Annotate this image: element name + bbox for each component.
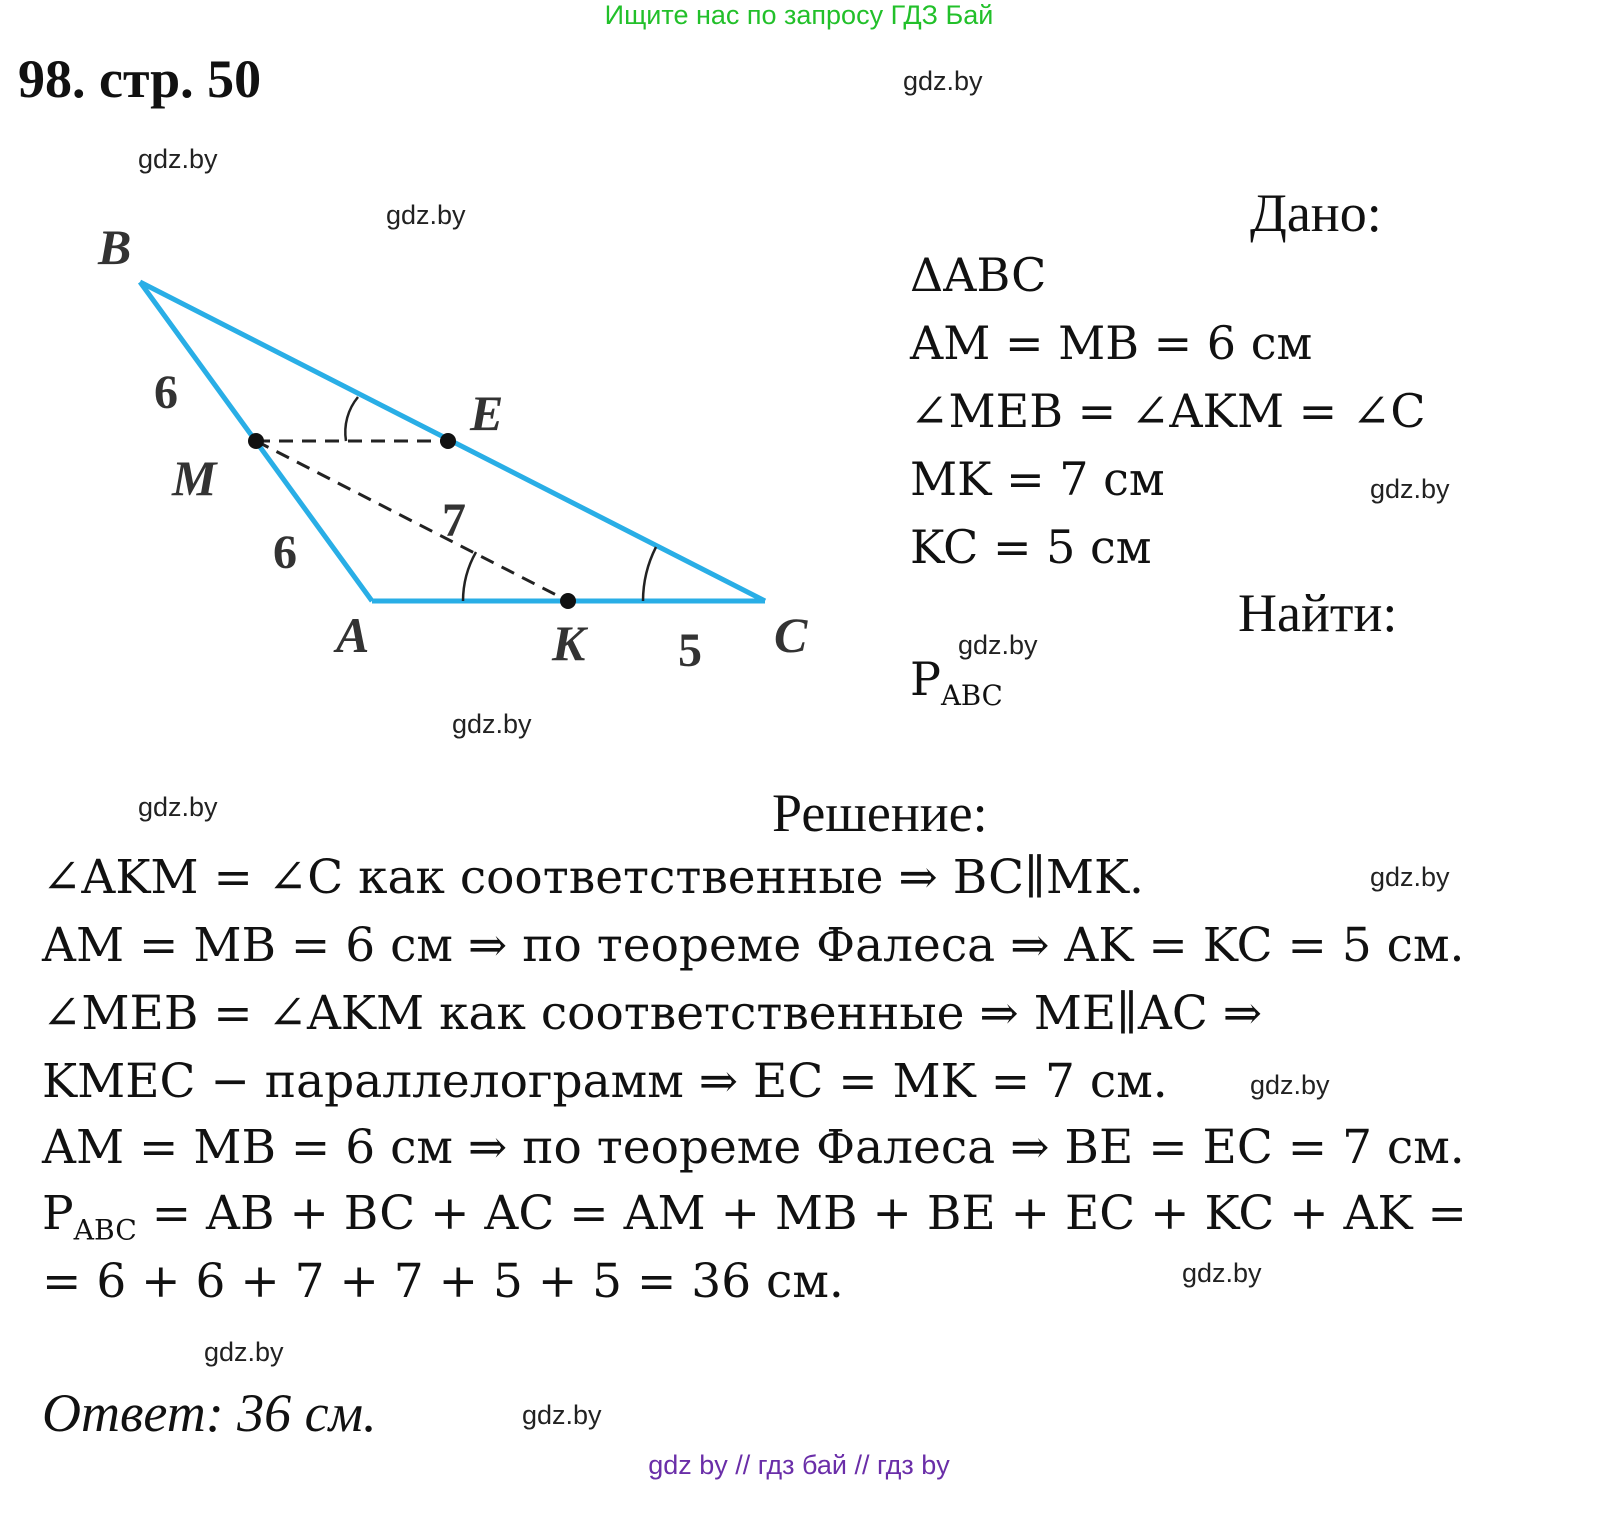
- watermark: gdz.by: [452, 709, 532, 739]
- label-e: E: [470, 385, 504, 441]
- find-target: [910, 652, 1003, 712]
- solution-line: ∠AKM = ∠C как соответственные ⇒ BC∥MK.: [42, 850, 1144, 905]
- length-ma: 6: [273, 526, 297, 579]
- watermark: gdz.by: [204, 1337, 284, 1367]
- angle-arc-c: [643, 547, 656, 601]
- watermark: gdz.by: [1370, 474, 1450, 504]
- solution-line: AM = MB = 6 см ⇒ по теореме Фалеса ⇒ AK = KC = 5 см.: [42, 918, 1465, 973]
- length-kc: 5: [678, 624, 702, 677]
- length-mk: 7: [442, 494, 466, 547]
- perimeter-p: P: [42, 1186, 74, 1241]
- watermark: gdz.by: [138, 144, 218, 174]
- perimeter-sub: ABC: [73, 1213, 137, 1247]
- watermark: gdz.by: [522, 1400, 602, 1430]
- angle-arc-meb: [345, 397, 358, 441]
- angle-arc-akm: [463, 552, 476, 601]
- perimeter-line: [42, 1186, 1467, 1246]
- answer: Ответ: 36 см.: [42, 1383, 377, 1443]
- footer-links[interactable]: gdz by // гдз бай // гдз by: [648, 1450, 950, 1480]
- label-b: B: [98, 219, 132, 275]
- label-m: M: [172, 450, 217, 506]
- find-sub: ABC: [940, 679, 1003, 713]
- search-banner: Ищите нас по запросу ГДЗ Бай: [604, 0, 994, 30]
- watermark: gdz.by: [1182, 1258, 1262, 1288]
- length-bm: 6: [154, 366, 178, 419]
- label-k: K: [552, 615, 586, 671]
- label-a: A: [336, 607, 370, 663]
- solution-line: KMEC − параллелограмм ⇒ EC = MK = 7 см.: [42, 1054, 1168, 1109]
- solution-line: AM = MB = 6 см ⇒ по теореме Фалеса ⇒ BE = EC = 7 см.: [42, 1120, 1465, 1175]
- watermark: gdz.by: [903, 66, 983, 96]
- watermark: gdz.by: [958, 630, 1038, 660]
- point-m: [248, 433, 264, 449]
- solution-heading: Решение:: [772, 783, 988, 843]
- perimeter-result: = 6 + 6 + 7 + 7 + 5 + 5 = 36 см.: [42, 1254, 844, 1309]
- perimeter-expression: = AB + BC + AC = AM + MB + BE + EC + KC + AK =: [136, 1186, 1467, 1241]
- given-line: ∠MEB = ∠AKM = ∠C: [910, 384, 1426, 438]
- find-p: P: [910, 652, 941, 706]
- point-k: [560, 593, 576, 609]
- triangle-figure: [0, 0, 860, 720]
- problem-title: 98. стр. 50: [18, 49, 262, 109]
- watermark: gdz.by: [1370, 862, 1450, 892]
- watermark: gdz.by: [1250, 1070, 1330, 1100]
- given-heading: Дано:: [1250, 183, 1382, 243]
- segment-mk: [256, 441, 568, 601]
- given-line: KC = 5 см: [910, 520, 1152, 574]
- point-e: [440, 433, 456, 449]
- solution-line: ∠MEB = ∠AKM как соответственные ⇒ ME∥AC ⇒: [42, 986, 1263, 1041]
- label-c: C: [774, 607, 808, 663]
- given-line: AM = MB = 6 см: [910, 316, 1313, 370]
- given-line: ΔABC: [910, 248, 1047, 302]
- watermark: gdz.by: [386, 200, 466, 230]
- find-heading: Найти:: [1238, 583, 1398, 643]
- given-line: MK = 7 см: [910, 452, 1165, 506]
- watermark: gdz.by: [138, 792, 218, 822]
